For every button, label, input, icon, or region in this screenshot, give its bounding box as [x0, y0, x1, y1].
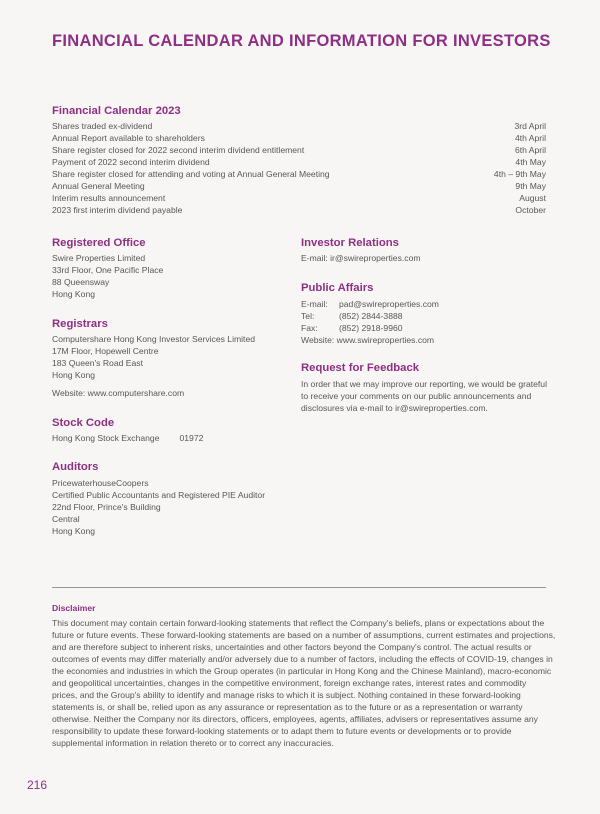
calendar-date: 6th April [514, 145, 546, 155]
address-line: 88 Queensway [52, 277, 110, 287]
feedback-line: In order that we may improve our reporting, we would be grateful [301, 379, 548, 389]
disclaimer-line: and are therefore subject to inherent risks, uncertainties and other factors beyond the Company's control. The actual results or [52, 642, 532, 652]
calendar-event: Shares traded ex-dividend [52, 121, 153, 131]
registered-office-heading: Registered Office [52, 237, 146, 249]
feedback-heading: Request for Feedback [301, 362, 420, 374]
calendar-row [52, 204, 546, 216]
disclaimer-line: otherwise. Neither the Company nor its directors, officers, employees, agents, affiliates, advisers or representatives assume any [52, 714, 538, 724]
email-label: E-mail: [301, 299, 328, 309]
calendar-row [52, 156, 546, 168]
calendar-event: Share register closed for 2022 second interim dividend entitlement [52, 145, 305, 155]
calendar-event: Annual Report available to shareholders [52, 133, 205, 143]
disclaimer-line: prices, and the Group's ability to identify and manage risks to which it is subject. Nothing contained in these forward-looking [52, 690, 521, 700]
auditor-line: Hong Kong [52, 526, 96, 536]
calendar-date: October [515, 205, 546, 215]
address-line: Hong Kong [52, 289, 96, 299]
disclaimer-line: future or future events. These forward-looking statements are based on a number of assumptions, current estimates and projections, [52, 630, 556, 640]
auditor-line: 22nd Floor, Prince's Building [52, 502, 161, 512]
calendar-row [52, 120, 546, 132]
stock-code-value: 01972 [179, 433, 204, 443]
address-line: Swire Properties Limited [52, 253, 146, 263]
auditors-heading: Auditors [52, 461, 99, 473]
feedback-line: to receive your comments on our public announcements and [301, 391, 532, 401]
calendar-heading: Financial Calendar 2023 [52, 105, 181, 117]
calendar-date: 4th April [514, 133, 546, 143]
auditor-line: Certified Public Accountants and Registered PIE Auditor [52, 490, 266, 500]
calendar-event: Interim results announcement [52, 193, 166, 203]
stock-code-heading: Stock Code [52, 417, 115, 429]
calendar-row [52, 180, 546, 192]
financial-calendar [52, 105, 546, 216]
calendar-event: Annual General Meeting [52, 181, 145, 191]
stock-code [52, 417, 292, 444]
disclaimer-heading: Disclaimer [52, 603, 96, 613]
calendar-date: 9th May [515, 181, 546, 191]
auditor-line: Central [52, 514, 80, 524]
investor-relations-heading: Investor Relations [301, 237, 399, 249]
public-affairs-heading: Public Affairs [301, 282, 374, 294]
public-affairs-fax: (852) 2918-9960 [339, 323, 403, 333]
calendar-event: 2023 first interim dividend payable [52, 205, 183, 215]
calendar-row [52, 132, 546, 144]
public-affairs [301, 282, 551, 346]
auditor-line: PricewaterhouseCoopers [52, 478, 149, 488]
tel-label: Tel: [301, 311, 315, 321]
address-line: Hong Kong [52, 370, 96, 380]
disclaimer-line: responsibility to update these forward-looking statements or to adapt them to future events or developments or to provide [52, 726, 512, 736]
investor-relations [301, 237, 551, 264]
calendar-event: Share register closed for attending and voting at Annual General Meeting [52, 169, 330, 179]
auditors [52, 461, 312, 537]
disclaimer-line: outcomes of events may differ materially and/or adversely due to a number of factors, including the effects of COVID-19, changes in [52, 654, 553, 664]
public-affairs-email[interactable]: pad@swireproperties.com [339, 299, 439, 309]
disclaimer-line: This document may contain certain forward-looking statements that reflect the Company's beliefs, plans or expectations about the [52, 618, 545, 628]
calendar-date: 4th – 9th May [493, 169, 546, 179]
disclaimer-line: and geopolitical uncertainties, changes in the competitive environment, foreign exchange rates, interest rates and commodity [52, 678, 527, 688]
calendar-row [52, 192, 546, 204]
disclaimer-line: supplemental information in relation thereto or to correct any inaccuracies. [52, 738, 334, 748]
calendar-date: August [519, 193, 546, 203]
address-line: 33rd Floor, One Pacific Place [52, 265, 164, 275]
registered-office [52, 237, 292, 300]
registrars-heading: Registrars [52, 318, 108, 330]
registrars [52, 318, 292, 399]
calendar-row [52, 168, 546, 180]
fax-label: Fax: [301, 323, 318, 333]
divider [52, 587, 546, 588]
public-affairs-tel: (852) 2844-3888 [339, 311, 403, 321]
page-title: FINANCIAL CALENDAR AND INFORMATION FOR INVESTORS [52, 32, 551, 50]
investor-relations-email[interactable]: E-mail: ir@swireproperties.com [301, 253, 421, 263]
feedback-line: disclosures via e-mail to ir@swireproperties.com. [301, 403, 488, 413]
calendar-row [52, 144, 546, 156]
disclaimer [52, 603, 556, 749]
address-line: Computershare Hong Kong Investor Services Limited [52, 334, 256, 344]
calendar-date: 4th May [515, 157, 546, 167]
public-affairs-website[interactable]: Website: www.swireproperties.com [301, 335, 435, 345]
calendar-event: Payment of 2022 second interim dividend [52, 157, 210, 167]
registrars-website[interactable]: Website: www.computershare.com [52, 388, 185, 398]
page-number: 216 [27, 778, 48, 792]
disclaimer-line: the economies and industries in which the Group operates (in particular in Hong Kong and the Chinese Mainland), macro-economic [52, 666, 552, 676]
request-for-feedback [301, 362, 561, 414]
address-line: 17M Floor, Hopewell Centre [52, 346, 159, 356]
calendar-date: 3rd April [514, 121, 546, 131]
stock-exchange: Hong Kong Stock Exchange [52, 433, 160, 443]
disclaimer-line: statements is, or shall be, relied upon as any assurance or representation as to the future or as a representation or warranty [52, 702, 523, 712]
address-line: 183 Queen's Road East [52, 358, 143, 368]
